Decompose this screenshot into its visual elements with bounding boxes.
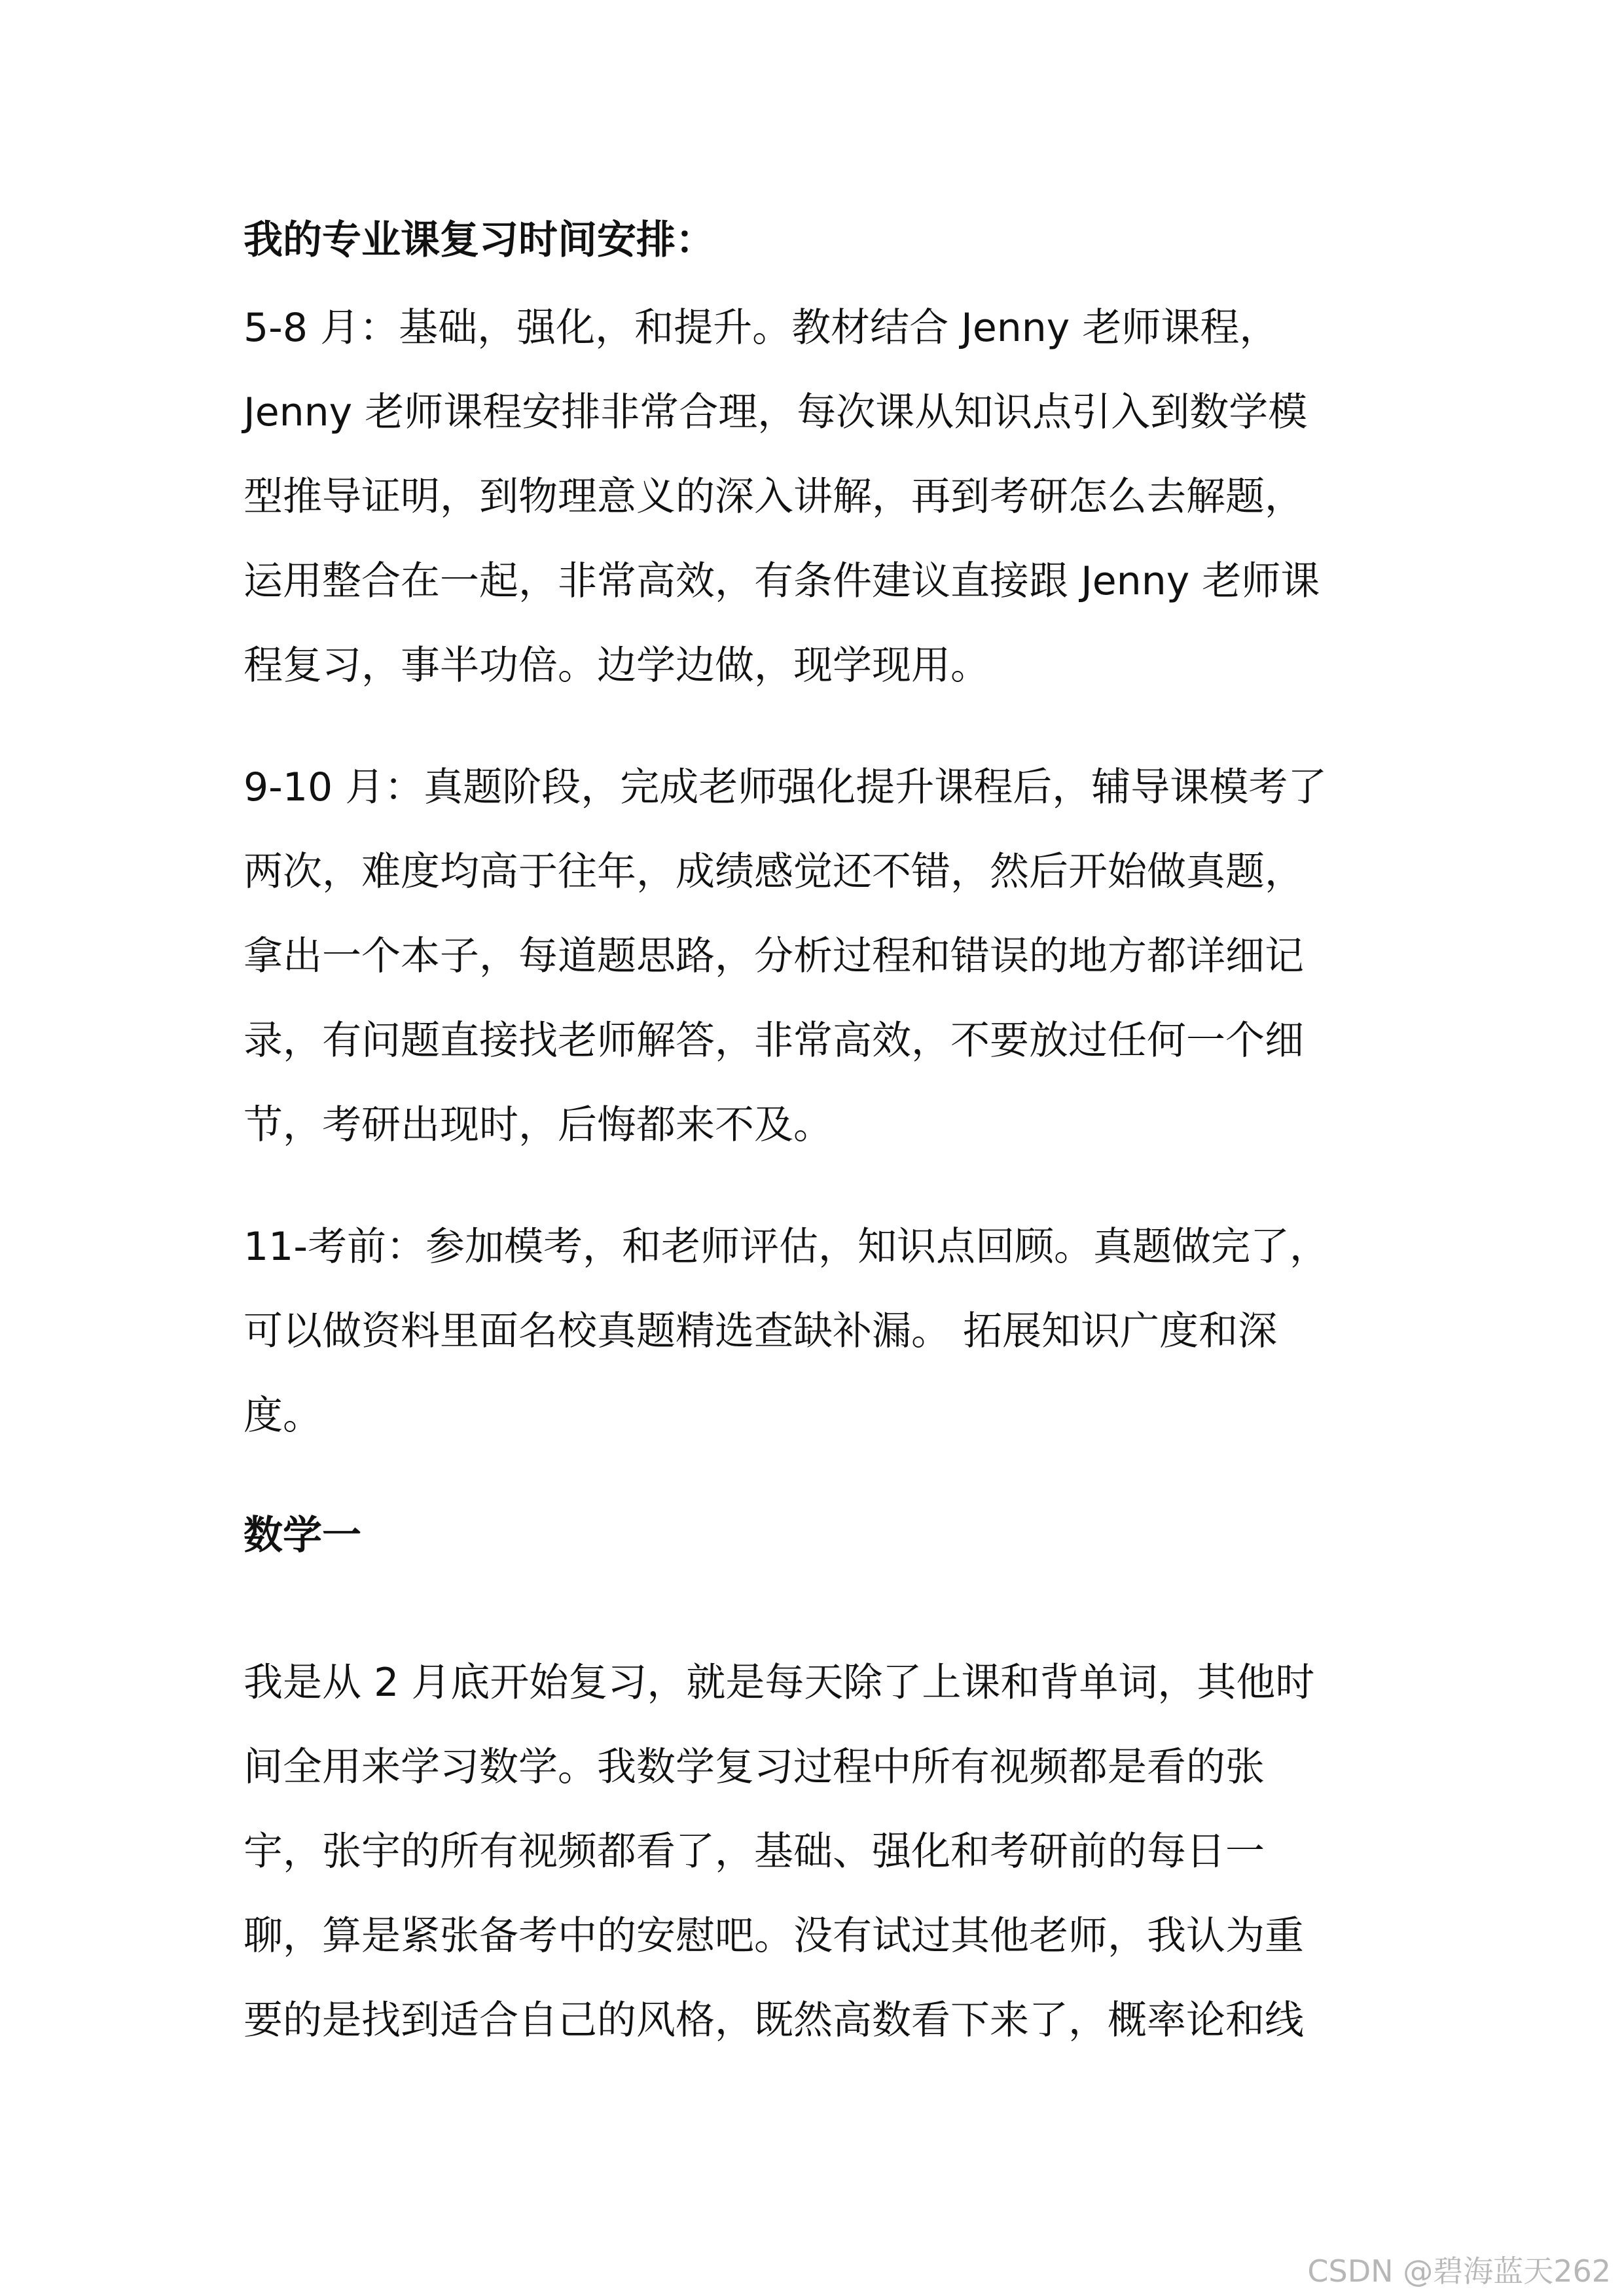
text-line: 9-10 月：真题阶段，完成老师强化提升课程后，辅导课模考了 (244, 764, 1327, 810)
text-line: 录，有问题直接找老师解答，非常高效，不要放过任何一个细 (244, 1018, 1304, 1064)
text-line: 程复习，事半功倍。边学边做，现学现用。 (244, 643, 990, 689)
paragraph-sep-oct (244, 745, 1369, 1168)
text-line: 拿出一个本子，每道题思路，分析过程和错误的地方都详细记 (244, 933, 1304, 979)
text-line: 11-考前：参加模考，和老师评估，知识点回顾。真题做完了， (244, 1224, 1329, 1270)
text-line: Jenny 老师课程安排非常合理，每次课从知识点引入到数学模 (244, 389, 1308, 435)
text-line: 度。 (244, 1393, 322, 1439)
text-line: 型推导证明，到物理意义的深入讲解，再到考研怎么去解题， (244, 474, 1304, 520)
text-line: 可以做资料里面名校真题精选查缺补漏。 拓展知识广度和深 (244, 1308, 1278, 1354)
paragraph-nov-exam (244, 1205, 1369, 1458)
section-heading-math: 数学一 (244, 1513, 361, 1558)
document-body (244, 211, 1369, 2063)
text-line: 宇，张宇的所有视频都看了，基础、强化和考研前的每日一 (244, 1829, 1265, 1874)
paragraph-may-aug (244, 286, 1369, 708)
csdn-watermark: CSDN @碧海蓝天262 (1307, 2253, 1611, 2289)
section-heading-schedule: 我的专业课复习时间安排： (244, 217, 715, 263)
text-line: 间全用来学习数学。我数学复习过程中所有视频都是看的张 (244, 1744, 1265, 1790)
text-line: 运用整合在一起，非常高效，有条件建议直接跟 Jenny 老师课 (244, 558, 1320, 604)
text-line: 要的是找到适合自己的风格，既然高数看下来了，概率论和线 (244, 1998, 1304, 2043)
text-line: 我是从 2 月底开始复习，就是每天除了上课和背单词，其他时 (244, 1660, 1315, 1706)
text-line: 聊，算是紧张备考中的安慰吧。没有试过其他老师，我认为重 (244, 1913, 1304, 1959)
text-line: 两次，难度均高于往年，成绩感觉还不错，然后开始做真题， (244, 849, 1304, 895)
paragraph-math-review (244, 1641, 1369, 2063)
text-line: 5-8 月：基础，强化，和提升。教材结合 Jenny 老师课程， (244, 305, 1279, 351)
text-line: 节，考研出现时，后悔都来不及。 (244, 1102, 833, 1148)
